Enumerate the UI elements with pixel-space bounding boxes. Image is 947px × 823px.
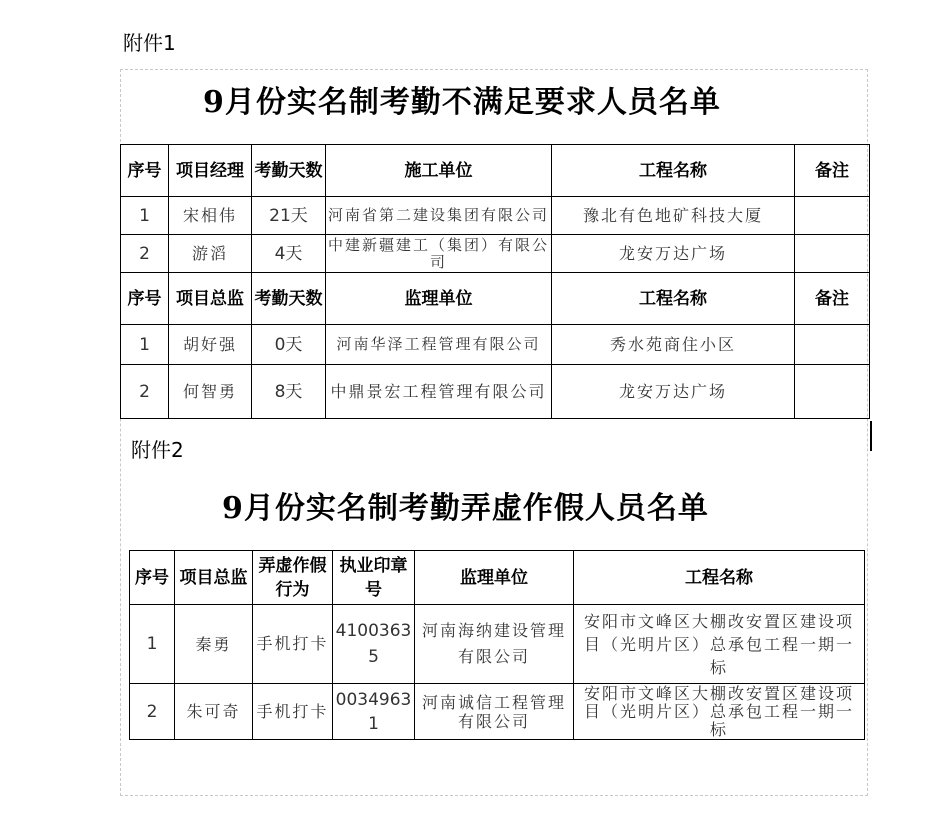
header-supervision-unit: 监理单位 [326,273,552,325]
cell-remark [795,235,870,273]
cell-serial: 2 [130,684,175,740]
annex-2-title: 9月份实名制考勤弄虚作假人员名单 [222,491,709,526]
cell-days: 4天 [252,235,326,273]
header-attendance-days: 考勤天数 [252,273,326,325]
header-serial: 序号 [121,145,169,197]
header-fraud-behavior: 弄虚作假行为 [253,551,333,605]
header-serial: 序号 [130,551,175,605]
cell-unit: 河南省第二建设集团有限公司 [326,197,552,235]
cell-unit: 中鼎景宏工程管理有限公司 [326,365,552,419]
cell-project: 安阳市文峰区大棚改安置区建设项目（光明片区）总承包工程一期一标 [574,605,865,684]
header-project-manager: 项目经理 [169,145,252,197]
annex-1-label: 附件1 [123,31,176,55]
cell-unit: 河南诚信工程管理有限公司 [415,684,574,740]
cell-name: 朱可奇 [175,684,253,740]
table-row [130,605,865,684]
cell-name: 宋相伟 [169,197,252,235]
cell-days: 0天 [252,325,326,365]
table-row [121,197,870,235]
cell-project: 龙安万达广场 [552,235,795,273]
cell-remark [795,197,870,235]
cell-serial: 2 [121,365,169,419]
cell-name: 游滔 [169,235,252,273]
cell-serial: 1 [121,197,169,235]
header-chief-supervisor: 项目总监 [175,551,253,605]
cell-name: 胡好强 [169,325,252,365]
cell-project: 豫北有色地矿科技大厦 [552,197,795,235]
cell-remark [795,325,870,365]
header-attendance-days: 考勤天数 [252,145,326,197]
header-supervision-unit: 监理单位 [415,551,574,605]
header-chief-supervisor: 项目总监 [169,273,252,325]
cell-behavior: 手机打卡 [253,684,333,740]
table-row [130,684,865,740]
text-cursor [870,421,872,451]
cell-unit: 中建新疆建工（集团）有限公司 [326,235,552,273]
cell-serial: 2 [121,235,169,273]
annex-1-title: 9月份实名制考勤不满足要求人员名单 [203,85,721,120]
supervision-header-row [121,273,870,325]
cell-project: 秀水苑商住小区 [552,325,795,365]
cell-days: 21天 [252,197,326,235]
construction-header-row [121,145,870,197]
header-project-name: 工程名称 [552,273,795,325]
cell-project: 安阳市文峰区大棚改安置区建设项目（光明片区）总承包工程一期一标 [574,684,865,740]
annex-2-table [129,550,865,740]
cell-behavior: 手机打卡 [253,605,333,684]
cell-serial: 1 [121,325,169,365]
cell-project: 龙安万达广场 [552,365,795,419]
header-project-name: 工程名称 [552,145,795,197]
cell-days: 8天 [252,365,326,419]
fraud-header-row [130,551,865,605]
cell-name: 何智勇 [169,365,252,419]
header-construction-unit: 施工单位 [326,145,552,197]
header-remark: 备注 [795,273,870,325]
cell-unit: 河南海纳建设管理有限公司 [415,605,574,684]
header-serial: 序号 [121,273,169,325]
cell-unit: 河南华泽工程管理有限公司 [326,325,552,365]
cell-seal-number: 00349631 [333,684,415,740]
cell-seal-number: 41003635 [333,605,415,684]
cell-remark [795,365,870,419]
cell-serial: 1 [130,605,175,684]
cell-name: 秦勇 [175,605,253,684]
header-project-name: 工程名称 [574,551,865,605]
table-row [121,325,870,365]
annex-2-label: 附件2 [131,438,184,462]
header-remark: 备注 [795,145,870,197]
table-row [121,365,870,419]
annex-1-table [120,144,870,419]
header-seal-number: 执业印章号 [333,551,415,605]
table-row [121,235,870,273]
